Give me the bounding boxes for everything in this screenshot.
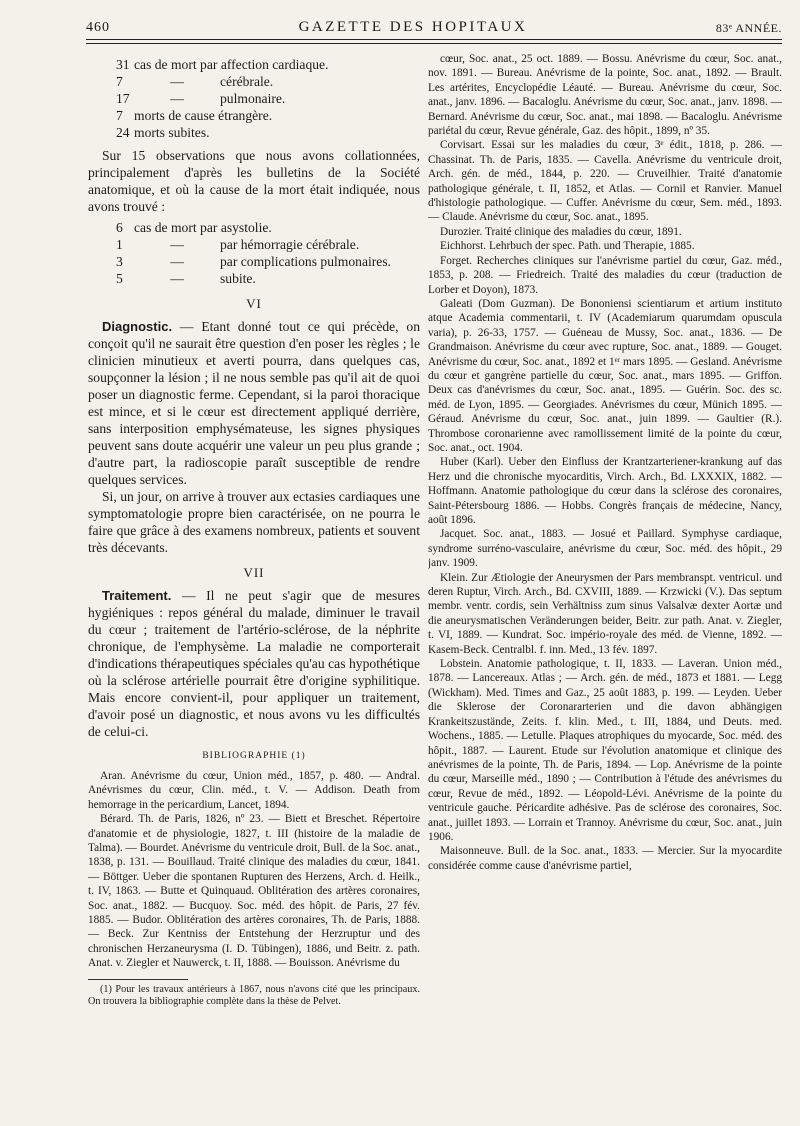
stats-row: 5 — subite. [116, 271, 256, 286]
bibliography-entry: Aran. Anévrisme du cœur, Union méd., 1857, p. 480. — Andral. Anévrismes du cœur, Clin. méd., t. V. — Addison. Death from hemorrage in the pericardium, Lancet, 1894. [88, 770, 420, 811]
footnote-rule [88, 979, 188, 980]
stats-row: 17 — pulmonaire. [116, 91, 286, 106]
journal-title: GAZETTE DES HOPITAUX [298, 19, 528, 35]
paragraph: Sur 15 observations que nous avons collationnées, principalement d'après les bulletins de la Société anatomique, et où la cause de la mort était indiquée, nous avons trouvé : [88, 148, 420, 214]
paragraph-diagnostic: Diagnostic. — Etant donné tout ce qui précède, on conçoit qu'il ne saurait être question d'en poser les règles ; le clinicien minutieux et averti pourra, dans quelques cas, soupçonner la lésion ; il ne nous semble pas qu'il ait de quoi poser un diagnostic ferme. Cependant, si la paroi thoracique est mince, et si le cœur est directement appliqué derrière, sans interposition emphysémateuse, les signes physiques peuvent sans doute acquérir une valeur un peu plus grande ; d'autre part, la radioscopie paraît susceptible de rendre quelques services. [88, 319, 420, 487]
paragraph: Si, un jour, on arrive à trouver aux ectasies cardiaques une symptomatologie propre bien caractérisée, on ne pourra le faire que grâce à des examens nombreux, patients et souvent très décevants. [88, 489, 420, 555]
running-header [86, 14, 782, 36]
header-rule-thin [86, 43, 782, 44]
bibliography-entry: Huber (Karl). Ueber den Einfluss der Krantzarteriener-krankung auf das Herz und die chronische myocarditis, Virch. Arch., Bd. LXXXIX, 1882. — Hoffmann. Anatomie pathologique du cœur dans la sclérose des coronaires, Saint-Pétersbourg 1886. — Hobbs. Congrès français de médecine, Nancy, août 1896. [428, 456, 782, 526]
stats-row: 3 — par complications pulmonaires. [116, 254, 392, 269]
right-column [428, 52, 782, 1114]
bibliography-entry: Maisonneuve. Bull. de la Soc. anat., 1833. — Mercier. Sur la myocardite considérée comme cause d'anévrisme partiel, [428, 845, 782, 872]
bibliography [88, 769, 420, 971]
footnote: (1) Pour les travaux antérieurs à 1867, nous n'avons cité que les principaux. On trouvera la bibliographie complète dans la thèse de Pelvet. [88, 983, 420, 1008]
bibliography-entry: Klein. Zur Ætiologie der Aneurysmen der Pars membranspt. ventricul. und deren Ruptur, Virch. Arch., Bd. CXVIII, 1889. — Krzwicki (V.). Das septum membr. ventr. cordis, sein Verhältniss zum sinus Valsalvæ dexter Aortæ und die aneurysmatischen Veränderungen beider, Beitr. zur path. Anat. v. Ziegler, t. VI, 1889. — Kundrat. Soc. império-royale des méd. de Vienne, 1892. — Kasem-Beck. Centralbl. f. inn. Med., 13 fév. 1897. [428, 571, 782, 656]
section-heading: VII [243, 565, 265, 580]
subheading: Diagnostic. [102, 319, 173, 334]
year-label: 83ᵉ ANNÉE. [715, 21, 782, 35]
stats-row: 6 cas de mort par asystolie. [116, 220, 272, 235]
bibliography-entry: Eichhorst. Lehrbuch der spec. Path. und Therapie, 1885. [440, 240, 695, 253]
stats-row: 7 morts de cause étrangère. [116, 108, 273, 123]
paragraph-traitement: Traitement. — Il ne peut s'agir que de mesures hygiéniques : repos général du malade, diminuer le travail du cœur ; traitement de l'artério-sclérose, de la néphrite chronique, de l'emphysème. La maladie ne comporterait d'indications thérapeutiques spéciales qu'au cas hypothétique où la sclérose artérielle pourrait être d'origine syphilitique. Mais encore convient-il, pour appliquer un traitement, d'avoir posé un diagnostic, et nous avons vu les difficultés de celui-ci. [88, 588, 420, 739]
stats-row: 7 — cérébrale. [116, 74, 274, 89]
header-rule-thick [86, 39, 782, 40]
bibliography-entry: Bérard. Th. de Paris, 1826, nº 23. — Biett et Breschet. Répertoire d'anatomie et de physiologie, 1827, t. III (histoire de la maladie de Talma). — Bourdet. Anévrisme du ventricule droit, Bull. de la Soc. anat., 1838, p. 131. — Bouillaud. Traité clinique des maladies du cœur, 1841. — Böttger. Ueber die spontanen Rupturen des Herzens, Arch. d. Heilk., t. IV, 1863. — Butte et Quinquaud. Oblitération des artères coronaires, Soc. anat., 1882. — Bucquoy. Soc. méd. des hôpit. de Paris, 27 fév. 1885. — Budor. Oblitération des artères coronaires, Th. de Paris, 1888. — Beck. Zur Kentniss der Entstehung der Herzruptur und des chronischen Herzaneurysma (I. D. Tübingen), 1886, und Beitr. z. path. Anat. v. Ziegler et Nauwerck, t. II, 1888. — Bouisson. Anévrisme du [88, 813, 420, 970]
bibliography-entry: Forget. Recherches cliniques sur l'anévrisme partiel du cœur, Gaz. méd., 1853, p. 208. — Friedreich. Traité des maladies du cœur (traduction de Lorber et Doyon), 1873. [428, 254, 782, 296]
bibliography-entry: Lobstein. Anatomie pathologique, t. II, 1833. — Laveran. Union méd., 1878. — Lancereaux. Atlas ; — Arch. gén. de méd., 1873 et 1881. — Legg (Wickham). Med. Times and Gaz., 25 août 1883, p. 199. — Leyden. Ueber die Sklerose der Coronararterien und die davon abhängigen Krankeitszustände, Zeits. f. klin. Med., t. III, 1884, und Deuts. med. Wochens., 1885. — Letulle. Plaques atrophiques du myocarde, Soc. méd. des hôpit., 1887. — Laurent. Etude sur l'évolution anatomique et clinique des anévrismes de la pointe, Th. de Paris, 1894. — Lop. Anévrisme de la pointe du cœur, Marseille méd., 1890 ; — Contribution à l'étude des anévrismes du cœur, Revue de méd., 1892. — Léopold-Lévi. Anévrisme de la pointe du ventricule gauche. Péricardite adhésive. Pas de sclérose des coronaires, Soc. anat., juillet 1893. — Lorrain et Trannoy. Anévrisme du cœur, Soc. anat., juin 1906. [428, 658, 782, 843]
bibliography-entry: Galeati (Dom Guzman). De Bononiensi scientiarum et artium instituto atque Academia commentarii, t. IV (Academiarum quarumdam opuscula varia), p. 26-33, 1757. — Guéneau de Mussy, Soc. anat., 1836. — De Grandmaison. Anévrisme du cœur avec rupture, Soc. anat., 1889. — Gouget. Anévrisme du cœur, Soc. anat., 1892 et 1ᵉʳ mars 1895. — Gesland. Anévrisme du cœur et gangrène partielle du cœur, Soc. anat., mars 1895. — Griffon. Deux cas d'anévrismes du cœur, Soc. anat., 1895. — Guérin. Soc. des sc. méd. de Lyon, 1895. — Georgiades. Anévrismes du cœur, Münich 1895. — Géraud. Anévrisme du cœur, Soc. anat., juin 1899. — Gaultier (R.). Thrombose coronarienne avec ramollissement limité de la pointe du cœur, Soc. anat., oct. 1904. [428, 297, 782, 454]
stats-list-b [116, 219, 420, 287]
left-column [88, 52, 420, 1114]
bibliography-entry: cœur, Soc. anat., 25 oct. 1889. — Bossu. Anévrisme du cœur, Soc. anat., nov. 1891. — Bureau. Anévrisme de la pointe, Soc. anat., 1892. — Brault. Les artérites, Encyclopédie Léauté. — Bureau. Anévrisme du cœur, Soc. anat., janv. 1896. — Bacaloglu. Anévrisme du cœur, Soc. anat., janv. 1898. — Bernard. Anévrisme du cœur, Soc. anat., mai 1898. — Bacaloglu. Anévrisme pariétal du cœur, Revue générale, Gaz. des hôpit., 1899, nº 35. [428, 53, 782, 138]
section-heading: VI [246, 296, 262, 311]
stats-row: 24 morts subites. [116, 125, 210, 140]
stats-row: 1 — par hémorragie cérébrale. [116, 237, 360, 252]
bibliography-entry: Jacquet. Soc. anat., 1883. — Josué et Paillard. Symphyse cardiaque, syndrome surréno-vasculaire, anévrisme du cœur, Soc. méd. des hôpit., 29 janv. 1909. [428, 528, 782, 570]
page-number: 460 [86, 20, 110, 35]
bibliography-entry: Durozier. Traité clinique des maladies du cœur, 1891. [440, 225, 682, 238]
bibliography-entry: Corvisart. Essai sur les maladies du cœur, 3ᵉ édit., 1818, p. 286. — Chassinat. Th. de Paris, 1835. — Cavella. Anévrisme du ventricule droit, Arch. gén. de méd., 1844, p. 220. — Cruveilhier. Traité d'anatomie pathologique générale, t. II, 1852, et Atlas. — Cornil et Ranvier. Manuel d'histologie pathologique. — Cuffer. Anévrisme du cœur, Sem. méd., 1893. — Claude. Anévrisme du cœur, Soc. anat., 1895. [428, 139, 782, 224]
subheading: Traitement. [102, 588, 172, 603]
bibliography-heading: BIBLIOGRAPHIE (1) [202, 751, 306, 761]
stats-list-a [116, 56, 420, 141]
stats-row: 31 cas de mort par affection cardiaque. [116, 57, 329, 72]
